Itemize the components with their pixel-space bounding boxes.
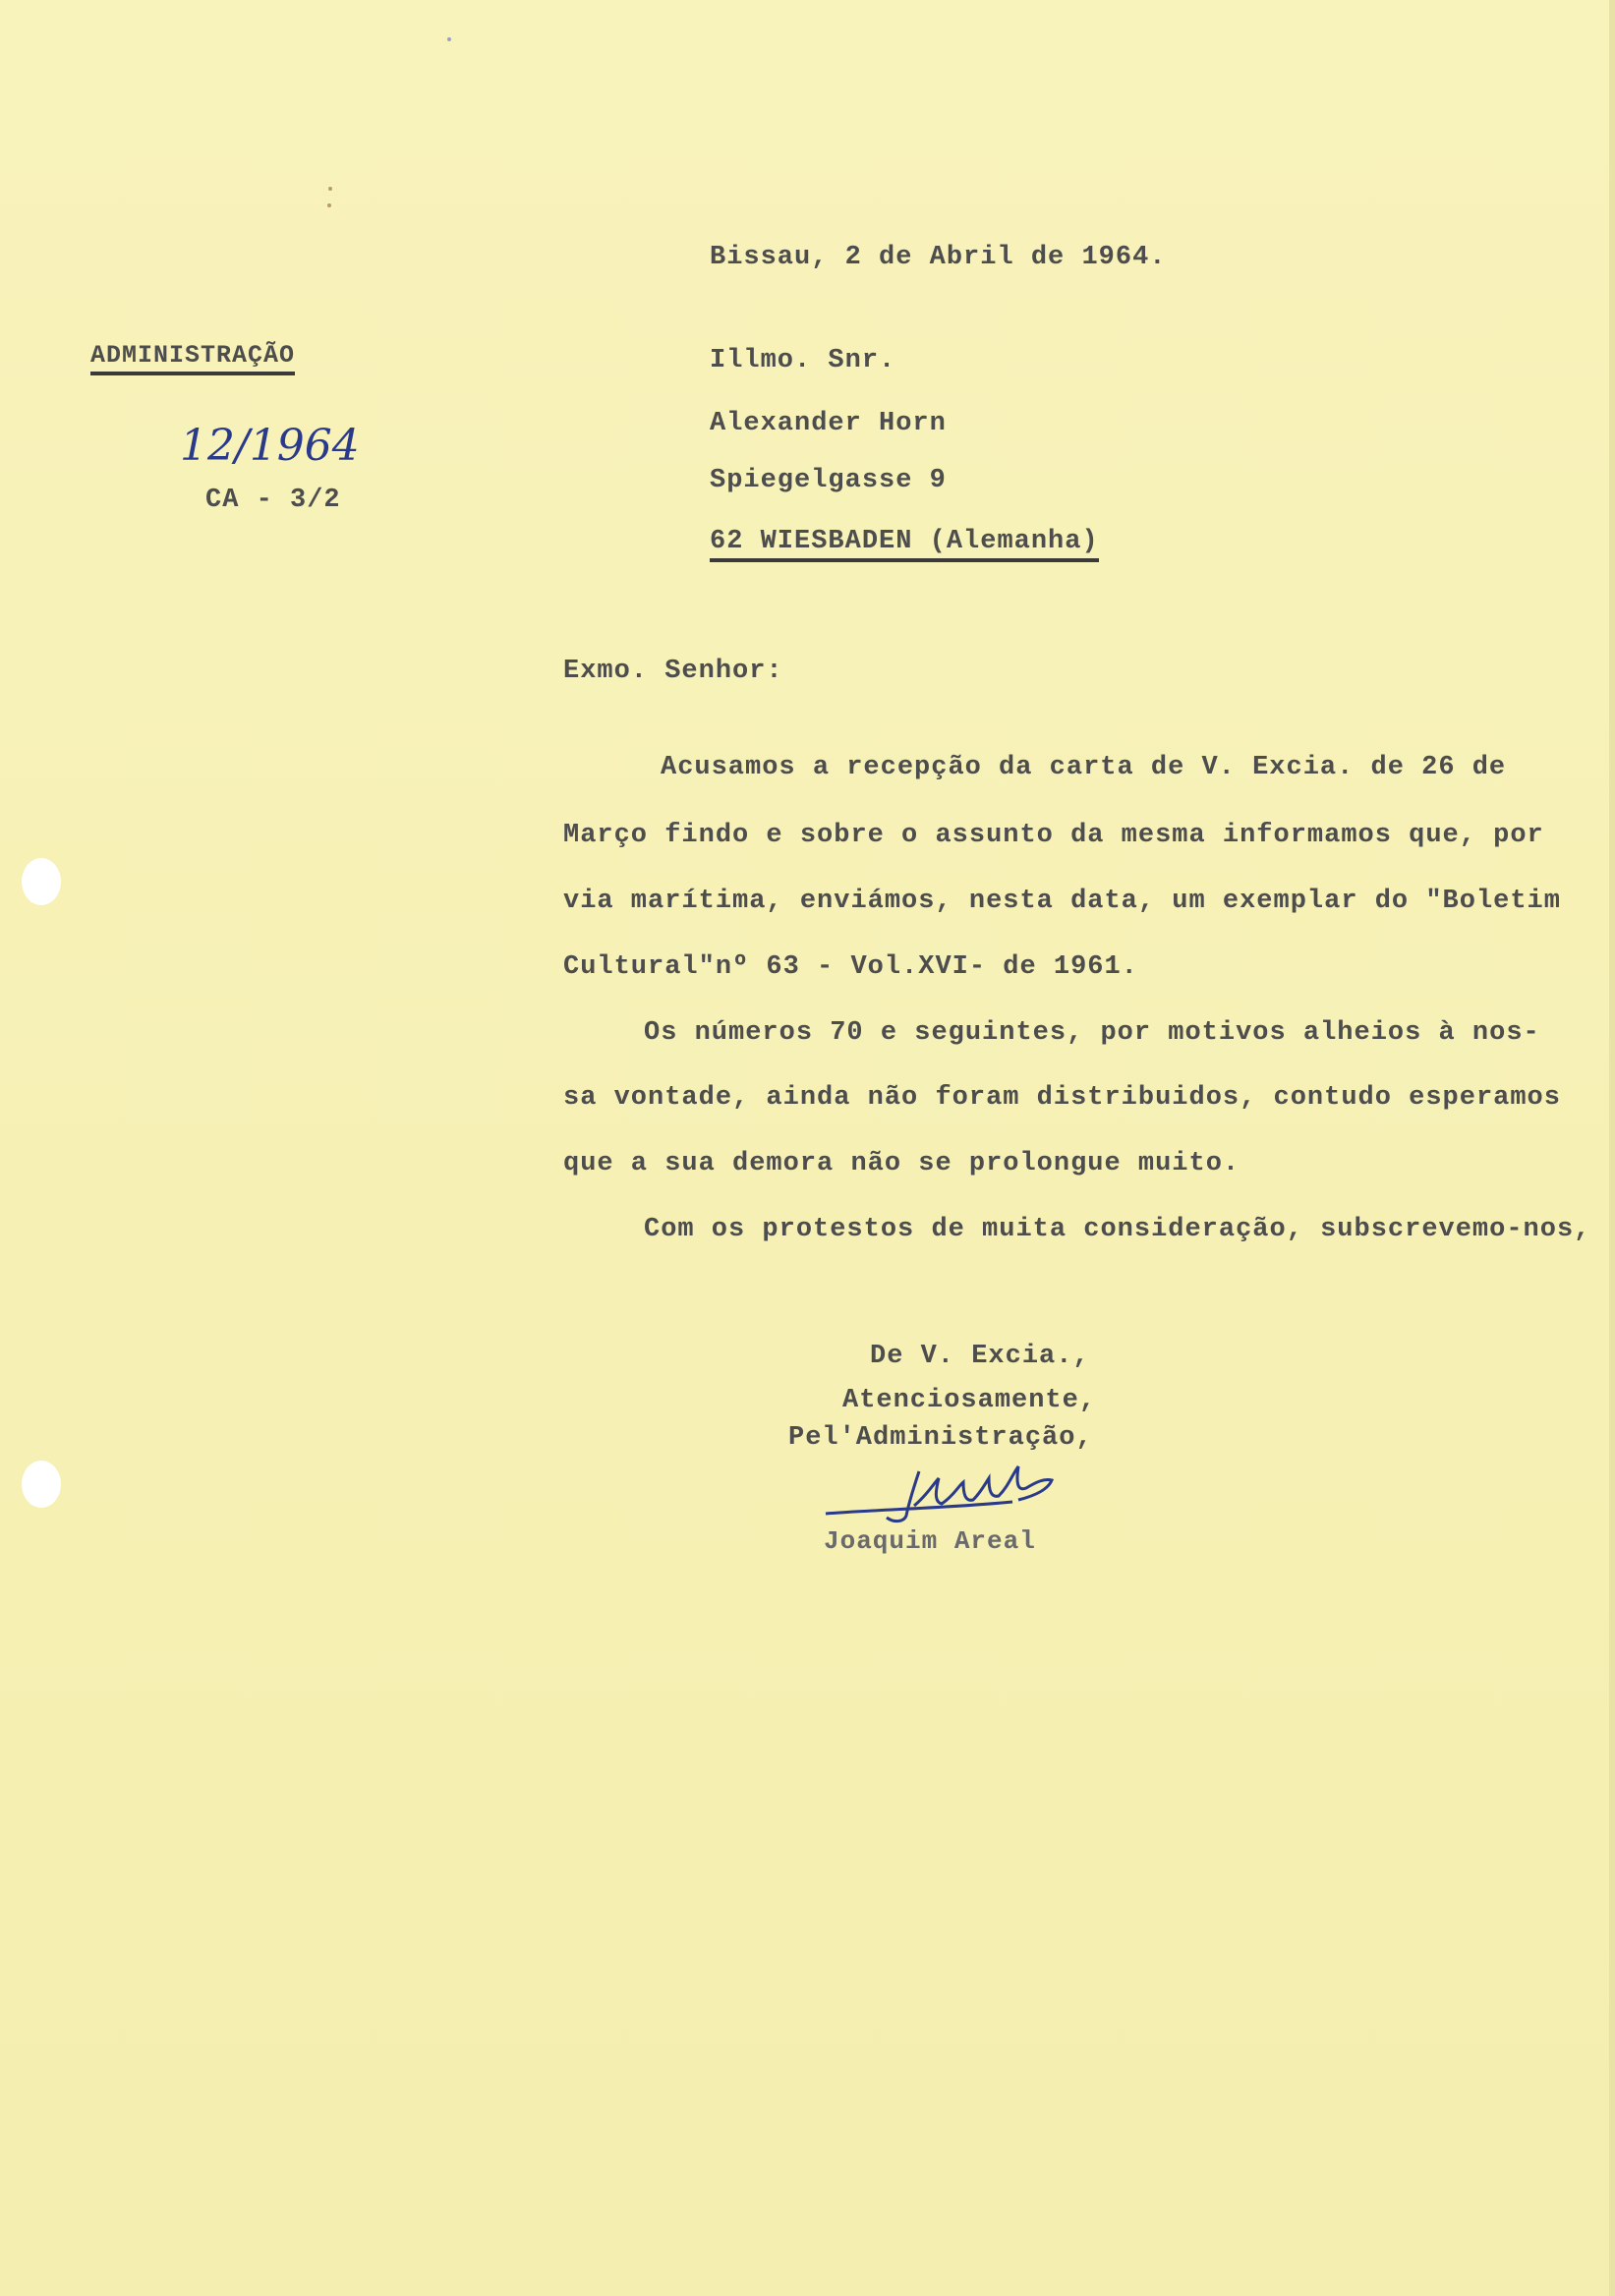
body-line: via marítima, enviámos, nesta data, um exemplar do "Boletim xyxy=(563,887,1561,916)
signature xyxy=(816,1457,1091,1535)
recipient-title: Illmo. Snr. xyxy=(710,346,896,375)
body-line: Março findo e sobre o assunto da mesma informamos que, por xyxy=(563,821,1544,850)
closing-line-3: Pel'Administração, xyxy=(788,1423,1093,1453)
recipient-name: Alexander Horn xyxy=(710,409,947,438)
closing-line-2: Atenciosamente, xyxy=(842,1386,1097,1415)
reference-code: CA - 3/2 xyxy=(205,486,341,515)
paper-speck xyxy=(328,187,332,191)
greeting: Exmo. Senhor: xyxy=(563,657,783,686)
body-line: Os números 70 e seguintes, por motivos alheios à nos- xyxy=(644,1018,1540,1048)
punch-hole xyxy=(22,1461,61,1508)
paper-edge xyxy=(1609,0,1615,2296)
body-line: Cultural"nº 63 - Vol.XVI- de 1961. xyxy=(563,952,1138,982)
punch-hole xyxy=(22,858,61,905)
body-line: Com os protestos de muita consideração, subscrevemo-nos, xyxy=(644,1215,1591,1244)
signatory-name: Joaquim Areal xyxy=(824,1526,1036,1556)
place-date: Bissau, 2 de Abril de 1964. xyxy=(710,243,1167,272)
recipient-street: Spiegelgasse 9 xyxy=(710,466,947,495)
paper-speck xyxy=(327,203,331,207)
closing-line-1: De V. Excia., xyxy=(870,1342,1090,1371)
file-number-handwritten: 12/1964 xyxy=(180,421,360,471)
body-line: sa vontade, ainda não foram distribuidos, contudo esperamos xyxy=(563,1083,1561,1113)
body-line: que a sua demora não se prolongue muito. xyxy=(563,1149,1240,1178)
recipient-city: 62 WIESBADEN (Alemanha) xyxy=(710,527,1099,562)
paper-speck xyxy=(447,37,451,41)
department-heading: ADMINISTRAÇÃO xyxy=(90,341,295,375)
body-line: Acusamos a recepção da carta de V. Excia. de 26 de xyxy=(661,753,1507,782)
